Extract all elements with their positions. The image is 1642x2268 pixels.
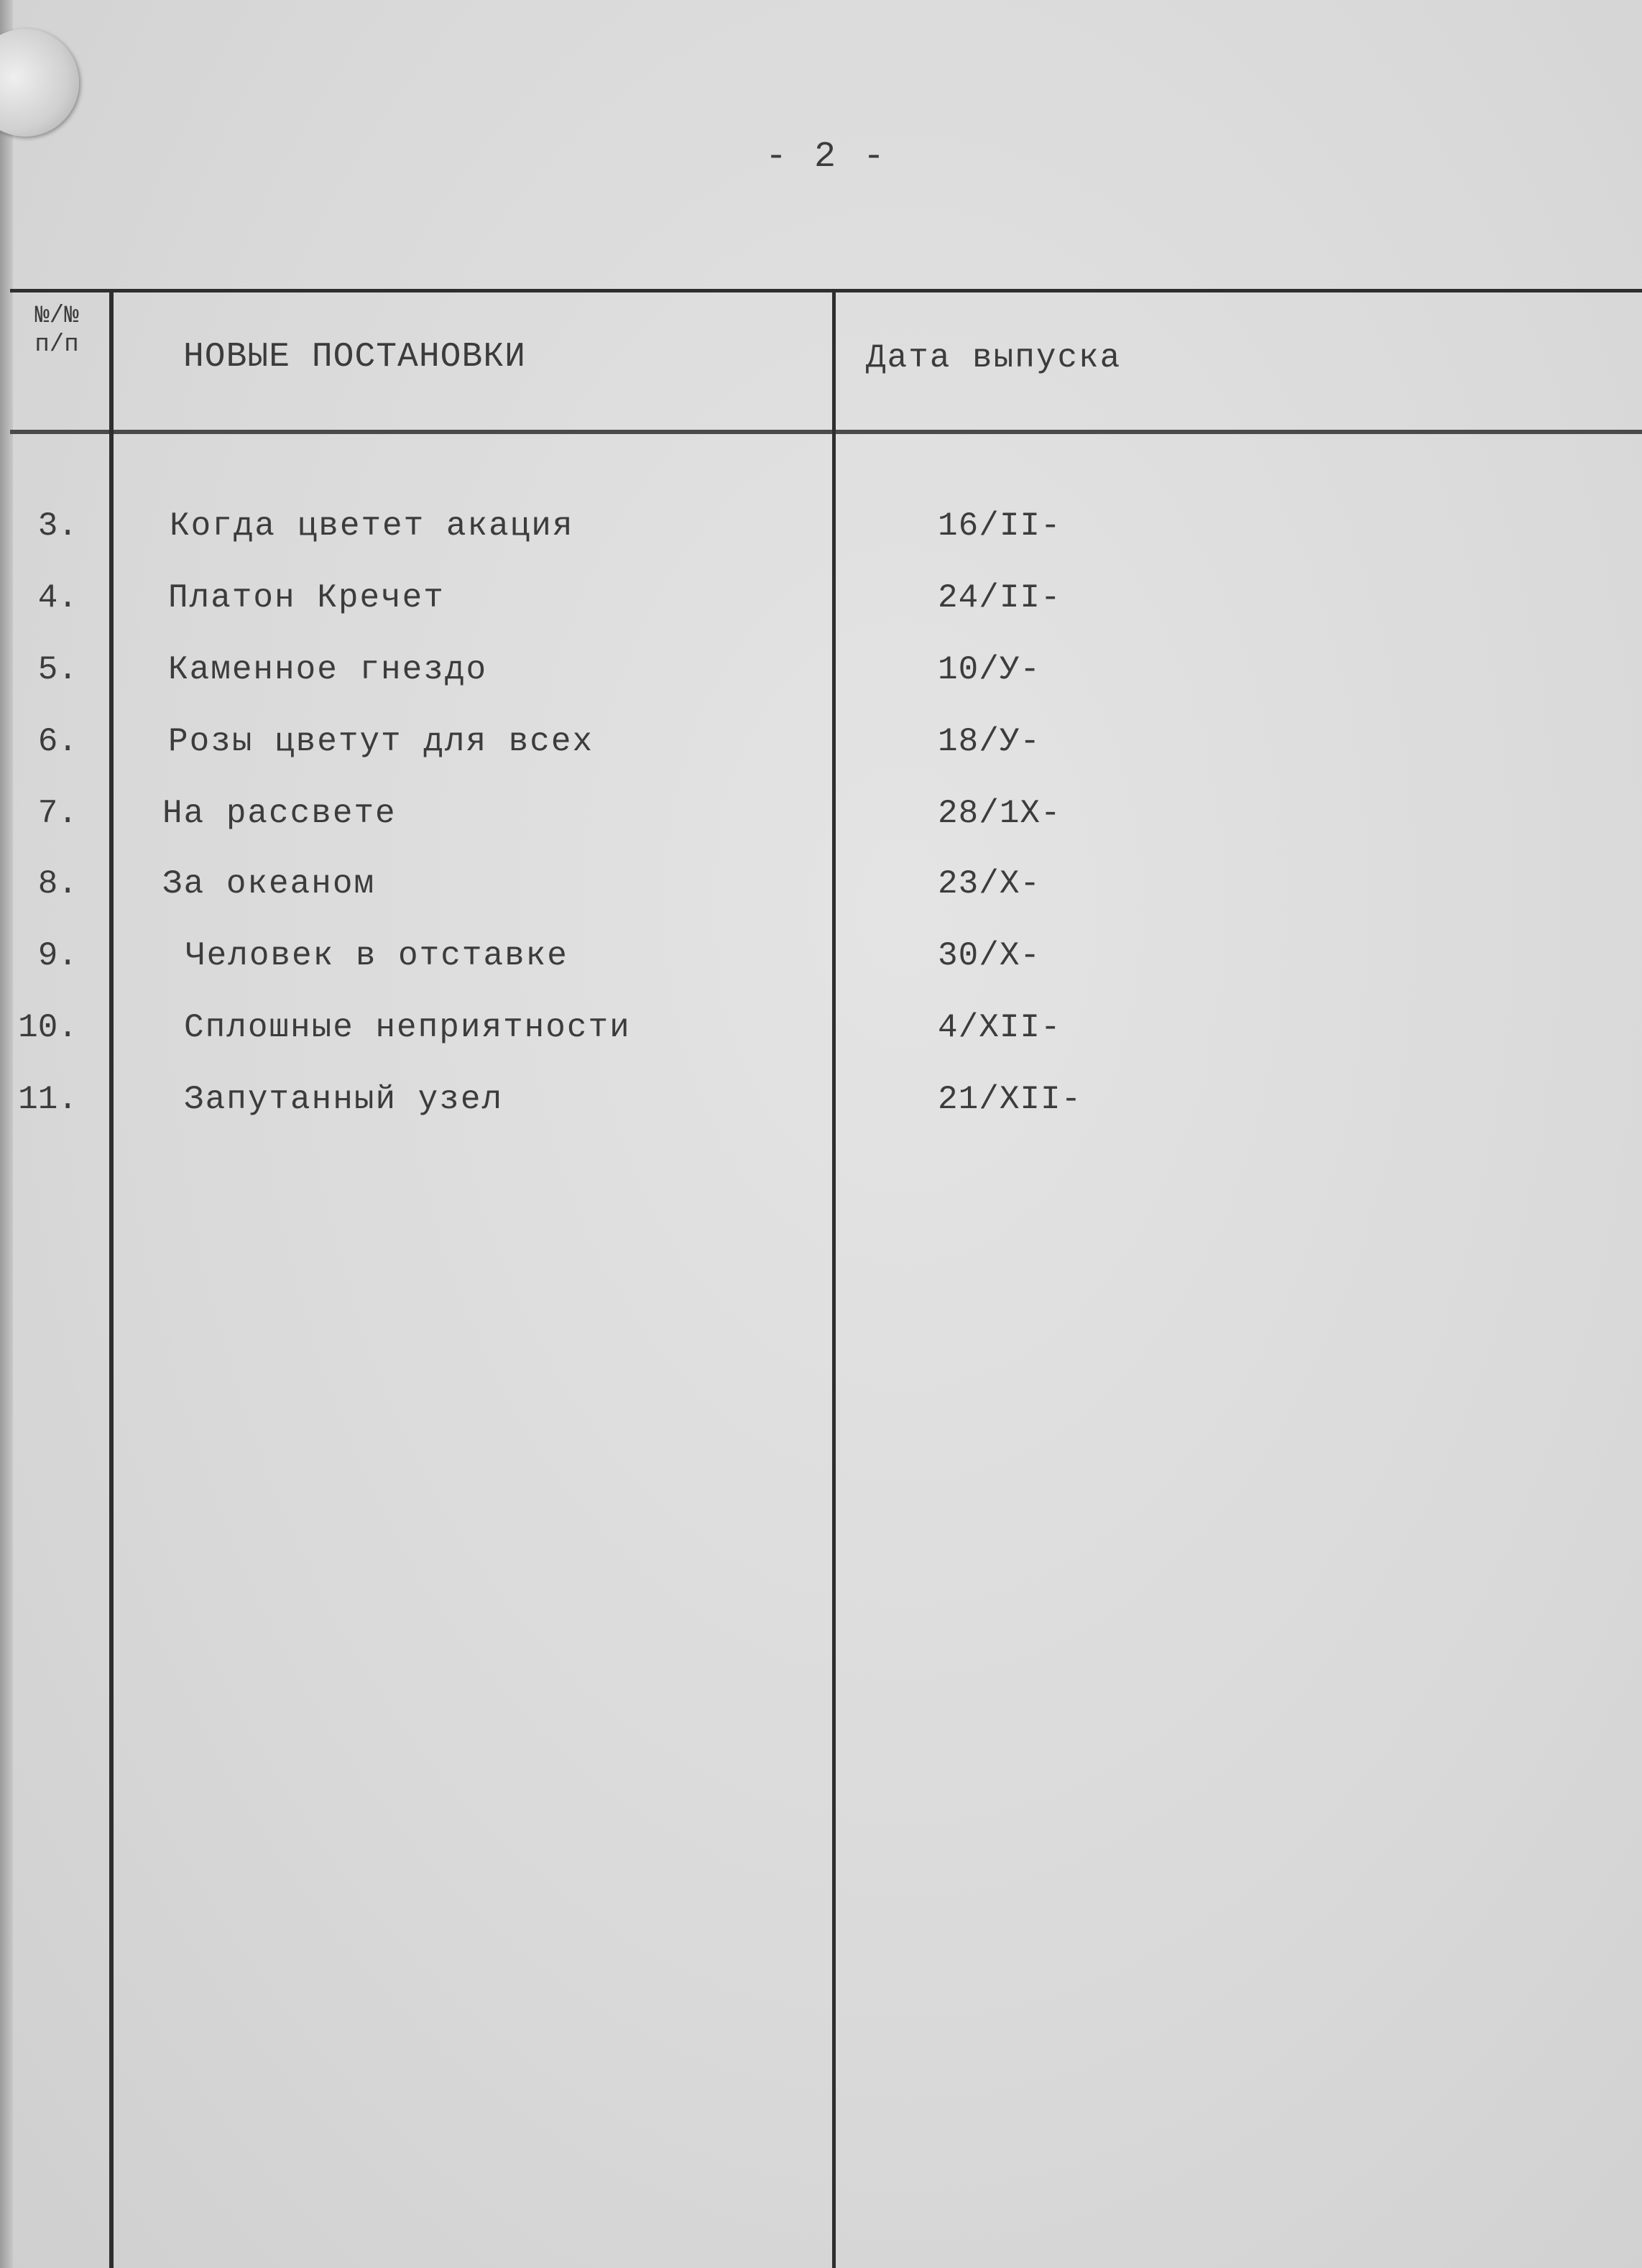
punch-hole	[0, 29, 79, 137]
row-date: 24/II-	[938, 579, 1061, 617]
row-number: 5.	[37, 651, 78, 688]
row-title: На рассвете	[162, 795, 397, 832]
row-number: 10.	[18, 1009, 78, 1046]
row-date: 18/У-	[938, 723, 1041, 760]
row-date: 4/ХII-	[938, 1009, 1061, 1046]
table-row	[0, 579, 1642, 637]
table-row	[0, 1009, 1642, 1066]
row-date: 21/ХII-	[938, 1081, 1082, 1118]
row-number: 11.	[18, 1081, 78, 1118]
row-title: Когда цветет акация	[170, 507, 574, 545]
row-number: 3.	[37, 507, 78, 545]
row-date: 16/II-	[938, 507, 1061, 545]
table-row	[0, 1081, 1642, 1138]
table-row	[0, 795, 1642, 852]
table-row	[0, 651, 1642, 709]
table-row	[0, 723, 1642, 780]
row-title: Платон Кречет	[168, 579, 445, 617]
table-top-rule	[10, 289, 1642, 292]
row-number: 9.	[37, 937, 78, 974]
table-row	[0, 507, 1642, 565]
row-date: 23/Х-	[938, 865, 1041, 903]
row-date: 28/1Х-	[938, 795, 1061, 832]
header-date-column: Дата выпуска	[866, 339, 1122, 377]
row-number: 4.	[37, 579, 78, 617]
row-title: Сплошные неприятности	[184, 1009, 631, 1046]
row-date: 10/У-	[938, 651, 1041, 688]
table-row	[0, 865, 1642, 923]
row-title: Розы цветут для всех	[168, 723, 594, 760]
page-number: - 2 -	[765, 137, 888, 178]
row-number: 6.	[37, 723, 78, 760]
table-header-rule	[10, 430, 1642, 434]
row-title: За океаном	[162, 865, 376, 903]
row-number: 7.	[37, 795, 78, 832]
row-title: Запутанный узел	[184, 1081, 504, 1118]
header-number-bottom: п/п	[34, 331, 79, 359]
header-title-column: НОВЫЕ ПОСТАНОВКИ	[183, 338, 526, 377]
header-number-column	[10, 302, 103, 359]
header-number-top: №/№	[34, 303, 79, 330]
row-title: Каменное гнездо	[168, 651, 488, 688]
row-title: Человек в отставке	[185, 937, 568, 974]
table-row	[0, 937, 1642, 995]
row-date: 30/Х-	[938, 937, 1041, 974]
row-number: 8.	[37, 865, 78, 903]
